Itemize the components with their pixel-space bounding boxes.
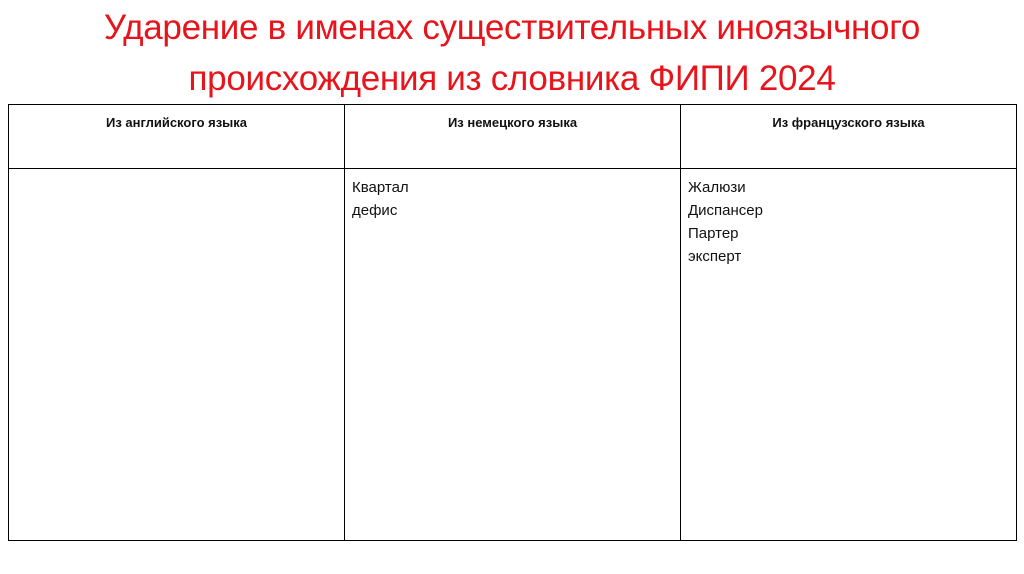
words-row: [9, 169, 1017, 541]
french-word: Партер: [688, 225, 739, 242]
header-row: [9, 105, 1017, 169]
french-word: Диспансер: [688, 202, 763, 219]
loanword-table: [8, 104, 1017, 541]
slide-title: [0, 2, 1024, 104]
german-words-cell: [345, 169, 681, 541]
german-word: Квартал: [352, 179, 409, 196]
english-words-cell: [9, 169, 345, 541]
slide-title-line-2: происхождения из словника ФИПИ 2024: [188, 59, 836, 98]
header-english: Из английского языка: [9, 105, 345, 169]
french-word: эксперт: [688, 248, 742, 265]
header-french: Из французского языка: [681, 105, 1017, 169]
header-german: Из немецкого языка: [345, 105, 681, 169]
french-words-cell: [681, 169, 1017, 541]
french-word: Жалюзи: [688, 179, 746, 196]
slide-title-line-1: Ударение в именах существительных иноязычного: [103, 8, 921, 47]
german-word: дефис: [352, 202, 398, 219]
